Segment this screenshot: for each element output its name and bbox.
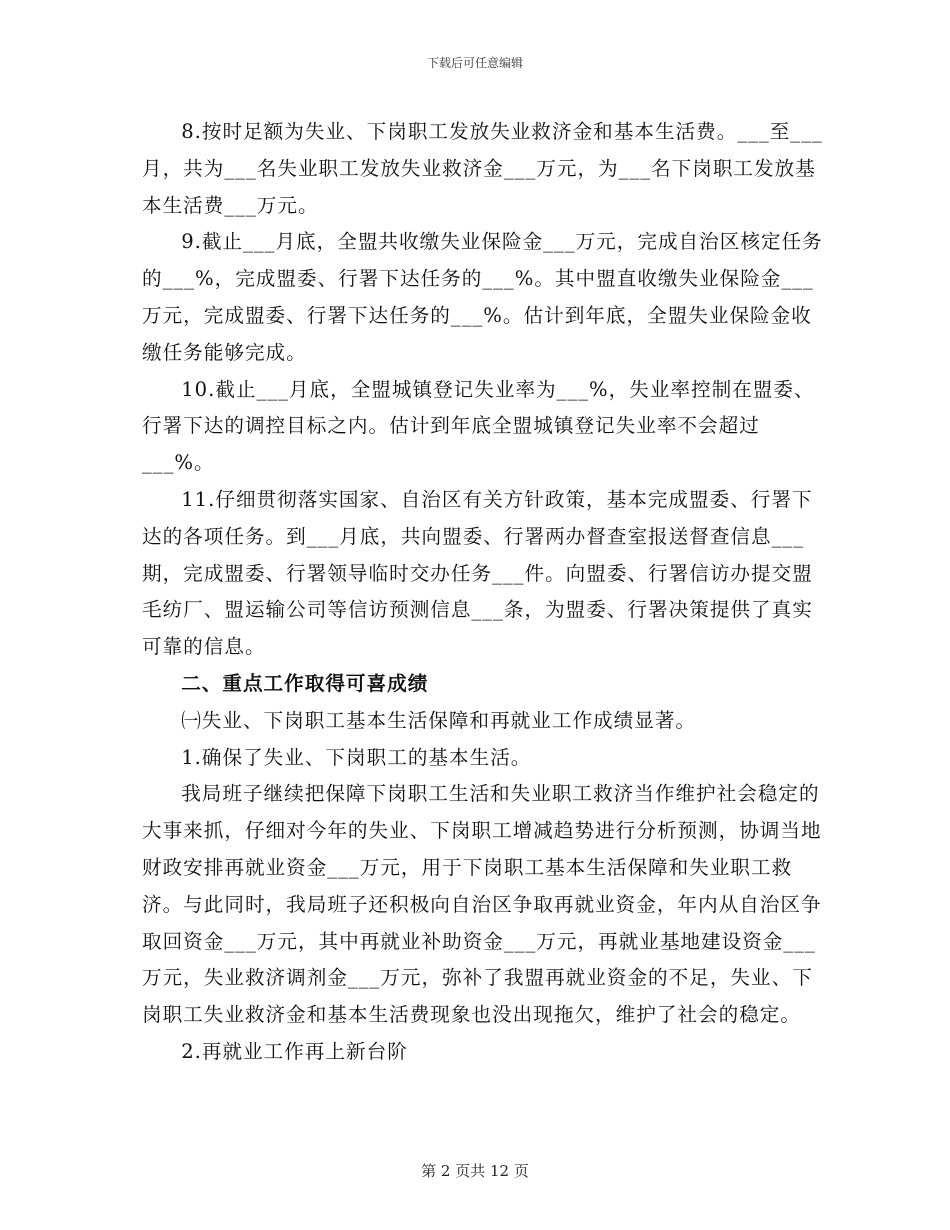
subsection-heading: ㈠失业、下岗职工基本生活保障和再就业工作成绩显著。 <box>181 708 697 732</box>
page-header: 下载后可任意编辑 <box>426 56 523 70</box>
subitem-heading-2: 2.再就业工作再上新台阶 <box>181 1039 408 1063</box>
subitem-heading-1: 1.确保了失业、下岗职工的基本生活。 <box>181 745 532 769</box>
paragraph-item-9: 9.截止___月底，全盟共收缴失业保险金___万元，完成自治区核定任务的___%，完成盟委、行署下达任务的___%。其中盟直收缴失业保险金___万元，完成盟委、行署下达任务的___%。估计到年底，全盟失业保险金收缴任务能够完成。 <box>142 230 823 364</box>
body-paragraph: 我局班子继续把保障下岗职工生活和失业职工救济当作维护社会稳定的大事来抓，仔细对今年的失业、下岗职工增减趋势进行分析预测，协调当地财政安排再就业资金___万元，用于下岗职工基本生活保障和失业职工救济。与此同时，我局班子还积极向自治区争取再就业资金，年内从自治区争取回资金___万元，其中再就业补助资金___万元，再就业基地建设资金___万元，失业救济调剂金___万元，弥补了我盟再就业资金的不足，失业、下岗职工失业救济金和基本生活费现象也没出现拖欠，维护了社会的稳定。 <box>142 782 822 1027</box>
paragraph-item-11: 11.仔细贯彻落实国家、自治区有关方针政策，基本完成盟委、行署下达的各项任务。到___月底，共向盟委、行署两办督查室报送督查信息___期，完成盟委、行署领导临时交办任务___件。向盟委、行署信访办提交盟毛纺厂、盟运输公司等信访预测信息___条，为盟委、行署决策提供了真实可靠的信息。 <box>142 487 813 659</box>
document-body <box>142 114 832 1071</box>
page-footer: 第 2 页共 12 页 <box>421 1162 529 1180</box>
section-heading: 二、重点工作取得可喜成绩 <box>181 671 429 695</box>
paragraph-item-10: 10.截止___月底，全盟城镇登记失业率为___%，失业率控制在盟委、行署下达的调控目标之内。估计到年底全盟城镇登记失业率不会超过___%。 <box>142 377 815 475</box>
paragraph-item-8: 8.按时足额为失业、下岗职工发放失业救济金和基本生活费。___至___月，共为___名失业职工发放失业救济金___万元，为___名下岗职工发放基本生活费___万元。 <box>142 120 823 217</box>
